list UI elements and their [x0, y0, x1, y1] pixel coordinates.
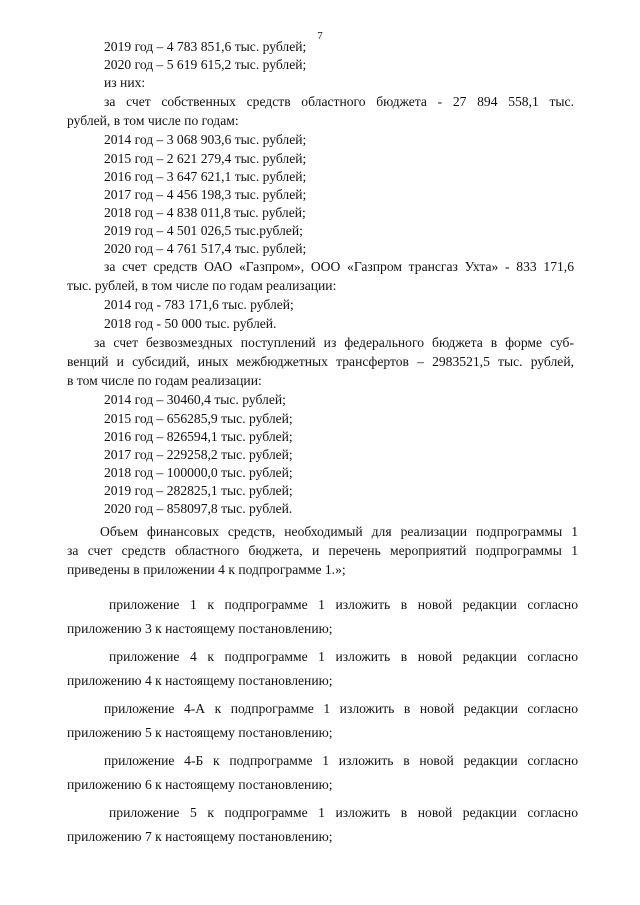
regional-year-2015: 2015 год – 2 621 279,4 тыс. рублей;	[104, 151, 307, 166]
amendment-4-line-1: приложение 4-Б к подпрограмме 1 изложить в новой редакции согласно	[104, 753, 578, 768]
federal-line-3: в том числе по годам реализации:	[67, 373, 262, 388]
volume-line-1: Объем финансовых средств, необходимый для реализации подпрограммы 1	[100, 524, 578, 539]
federal-year-2017: 2017 год – 229258,2 тыс. рублей;	[104, 447, 293, 462]
federal-year-2015: 2015 год – 656285,9 тыс. рублей;	[104, 411, 293, 426]
federal-year-2016: 2016 год – 826594,1 тыс. рублей;	[104, 429, 293, 444]
volume-line-2: за счет средств областного бюджета, и перечень мероприятий подпрограммы 1	[67, 543, 578, 558]
amendment-2-line-2: приложению 4 к настоящему постановлению;	[67, 673, 333, 688]
federal-year-2020: 2020 год – 858097,8 тыс. рублей.	[104, 501, 293, 516]
gazprom-year-2018: 2018 год - 50 000 тыс. рублей.	[104, 316, 277, 331]
federal-line-1: за счет безвозмездных поступлений из федерального бюджета в форме суб-	[94, 335, 574, 350]
federal-year-2014: 2014 год – 30460,4 тыс. рублей;	[104, 392, 286, 407]
amendment-5-line-2: приложению 7 к настоящему постановлению;	[67, 829, 333, 844]
gazprom-year-2014: 2014 год - 783 171,6 тыс. рублей;	[104, 297, 294, 312]
amendment-1-line-2: приложению 3 к настоящему постановлению;	[67, 621, 333, 636]
amendment-3-line-2: приложению 5 к настоящему постановлению;	[67, 725, 333, 740]
total-2020: 2020 год – 5 619 615,2 тыс. рублей;	[104, 57, 307, 72]
gazprom-line-2: тыс. рублей, в том числе по годам реализации:	[67, 278, 337, 293]
regional-line-1: за счет собственных средств областного бюджета - 27 894 558,1 тыс.	[104, 94, 574, 109]
regional-line-2: рублей, в том числе по годам:	[67, 113, 239, 128]
regional-year-2017: 2017 год – 4 456 198,3 тыс. рублей;	[104, 187, 307, 202]
of-which-label: из них:	[104, 75, 146, 90]
regional-year-2020: 2020 год – 4 761 517,4 тыс. рублей;	[104, 241, 307, 256]
total-2019: 2019 год – 4 783 851,6 тыс. рублей;	[104, 39, 307, 54]
regional-year-2014: 2014 год – 3 068 903,6 тыс. рублей;	[104, 132, 307, 147]
volume-line-3: приведены в приложении 4 к подпрограмме 1.»;	[67, 562, 346, 577]
regional-year-2019: 2019 год – 4 501 026,5 тыс.рублей;	[104, 223, 303, 238]
federal-line-2: венций и субсидий, иных межбюджетных трансфертов – 2983521,5 тыс. рублей,	[67, 354, 574, 369]
amendment-4-line-2: приложению 6 к настоящему постановлению;	[67, 777, 333, 792]
page-number: 7	[317, 30, 323, 42]
amendment-1-line-1: приложение 1 к подпрограмме 1 изложить в новой редакции согласно	[109, 597, 578, 612]
regional-year-2018: 2018 год – 4 838 011,8 тыс. рублей;	[104, 205, 306, 220]
federal-year-2018: 2018 год – 100000,0 тыс. рублей;	[104, 465, 293, 480]
gazprom-line-1: за счет средств ОАО «Газпром», ООО «Газпром трансгаз Ухта» - 833 171,6	[104, 259, 574, 274]
amendment-5-line-1: приложение 5 к подпрограмме 1 изложить в новой редакции согласно	[109, 805, 578, 820]
amendment-2-line-1: приложение 4 к подпрограмме 1 изложить в новой редакции согласно	[109, 649, 578, 664]
federal-year-2019: 2019 год – 282825,1 тыс. рублей;	[104, 483, 293, 498]
amendment-3-line-1: приложение 4-А к подпрограмме 1 изложить в новой редакции согласно	[104, 701, 578, 716]
regional-year-2016: 2016 год – 3 647 621,1 тыс. рублей;	[104, 169, 307, 184]
